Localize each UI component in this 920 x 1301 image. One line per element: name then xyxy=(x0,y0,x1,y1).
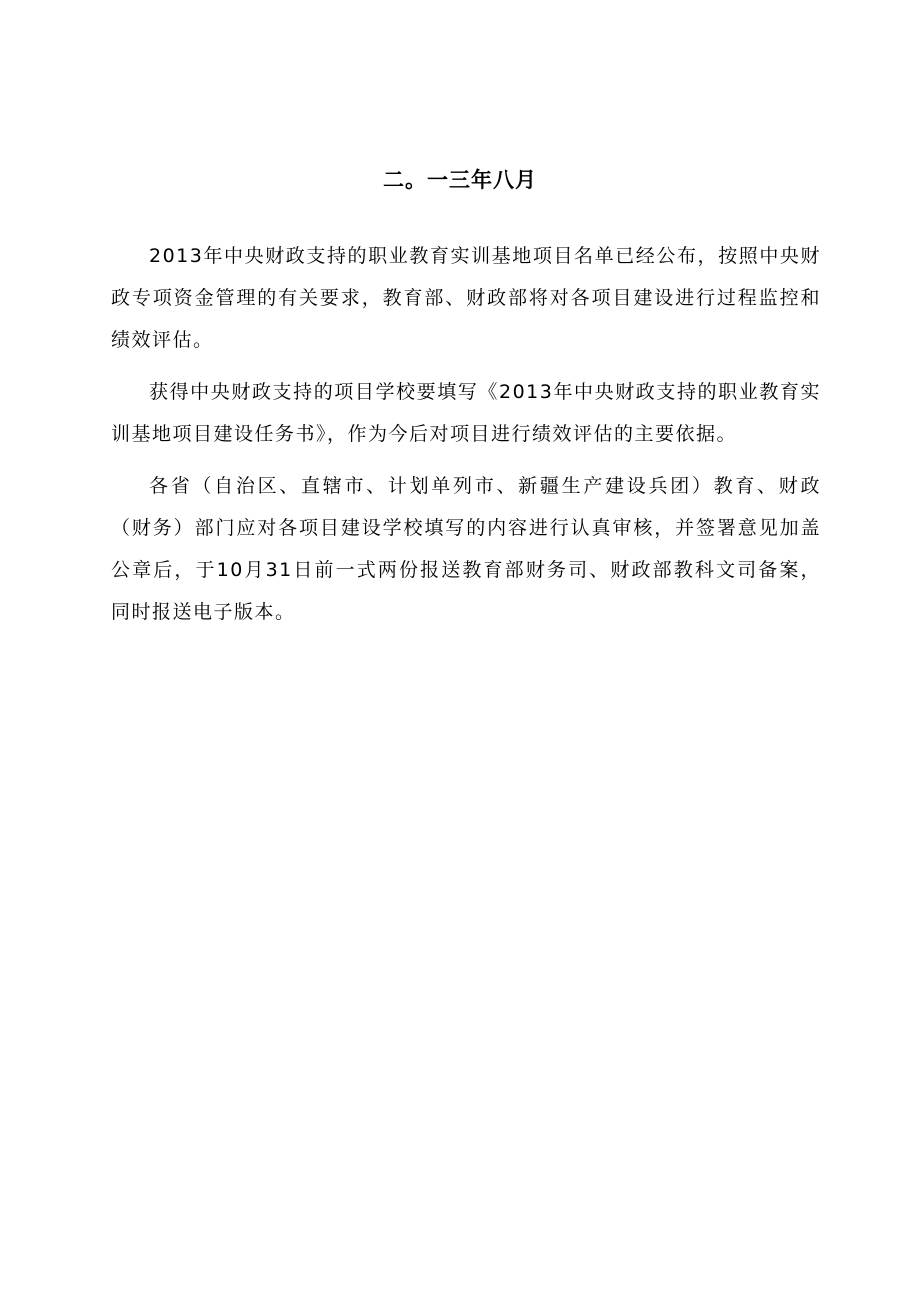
paragraph-task-book-requirement: 获得中央财政支持的项目学校要填写《2013年中央财政支持的职业教育实训基地项目建设任务书》，作为今后对项目进行绩效评估的主要依据。 xyxy=(111,381,821,445)
paragraph-submission-instructions: 各省（自治区、直辖市、计划单列市、新疆生产建设兵团）教育、财政（财务）部门应对各项目建设学校填写的内容进行认真审核，并签署意见加盖公章后，于10月31日前一式两份报送教育部财务司、财政部教科文司备案，同时报送电子版本。 xyxy=(111,475,821,623)
document-date-line: 二。一三年八月 xyxy=(383,168,537,192)
document-body xyxy=(111,235,821,643)
paragraph-project-list-announcement: 2013年中央财政支持的职业教育实训基地项目名单已经公布，按照中央财政专项资金管理的有关要求，教育部、财政部将对各项目建设进行过程监控和绩效评估。 xyxy=(111,245,821,351)
